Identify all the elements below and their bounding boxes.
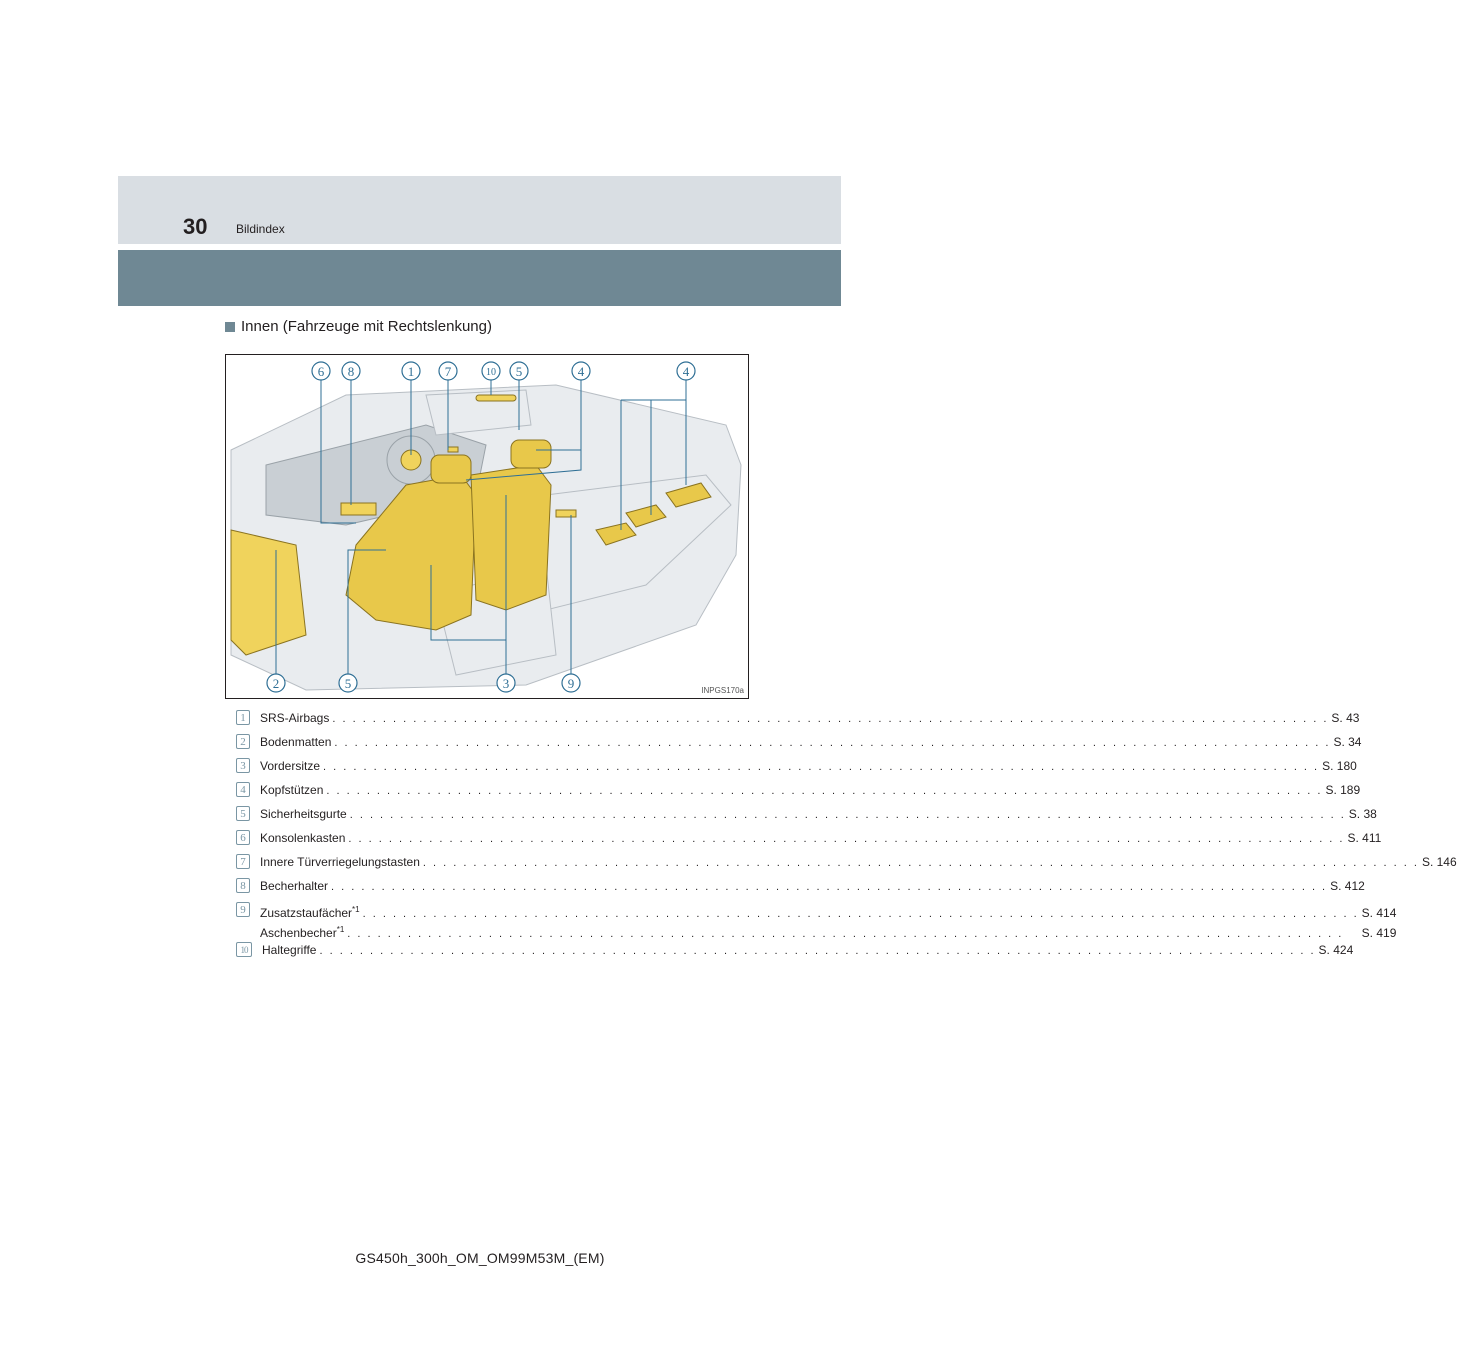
chapter-band [118, 250, 841, 306]
headrest-left [431, 455, 471, 483]
index-number: 4 [236, 782, 250, 797]
index-label: SRS-Airbags [260, 711, 330, 725]
callout-9: 9 [567, 676, 575, 691]
callouts-top [312, 362, 695, 380]
page-reference[interactable]: S. 38 [1348, 807, 1377, 821]
callout-2: 2 [272, 676, 280, 691]
footnote-marker: *1 [352, 905, 360, 914]
page-reference[interactable]: S. 43 [1331, 711, 1360, 725]
index-number: 2 [236, 734, 250, 749]
footer-doc-code: GS450h_300h_OM_OM99M53M_(EM) [355, 1250, 605, 1266]
page-reference[interactable]: S. 419 [1361, 926, 1397, 940]
subheading-text: Innen (Fahrzeuge mit Rechtslenkung) [241, 318, 492, 335]
index-row [236, 806, 1377, 830]
callout-7: 7 [444, 364, 452, 379]
floor-mat-highlight [231, 530, 306, 655]
index-label: Aschenbecher [260, 926, 337, 940]
callout-10: 10 [486, 367, 496, 378]
bullet-square-icon [225, 322, 235, 332]
index-row [236, 710, 1360, 734]
index-label: Kopfstützen [260, 783, 324, 797]
index-number: 9 [236, 902, 250, 917]
page-number: 30 [183, 214, 208, 239]
index-label: Innere Türverriegelungstasten [260, 855, 420, 869]
subheading [225, 318, 492, 335]
index-number: 1 [236, 710, 250, 725]
index-number: 6 [236, 830, 250, 845]
interior-illustration [225, 354, 749, 699]
callout-4-front: 4 [577, 364, 585, 379]
index-number: 3 [236, 758, 250, 773]
index-label: Konsolenkasten [260, 831, 346, 845]
front-seat-right [471, 465, 551, 610]
index-number: 5 [236, 806, 250, 821]
callout-4-rear: 4 [682, 364, 690, 379]
header-band [118, 176, 841, 244]
page-reference[interactable]: S. 412 [1330, 879, 1365, 893]
index-row [236, 878, 1365, 902]
figure-code: INPGS170a [701, 686, 744, 695]
index-row [236, 734, 1362, 758]
index-row [236, 902, 1397, 942]
callout-3: 3 [502, 676, 510, 691]
page-reference[interactable]: S. 189 [1325, 783, 1361, 797]
door-lock-highlight [448, 447, 458, 452]
aux-box-highlight [556, 510, 576, 517]
page-reference[interactable]: S. 34 [1333, 735, 1362, 749]
index-row [236, 942, 1354, 966]
index-row [236, 854, 1457, 878]
interior-drawing [226, 355, 748, 698]
page-reference[interactable]: S. 180 [1322, 759, 1357, 773]
callout-6: 6 [317, 364, 325, 379]
callout-5-bottom: 5 [344, 676, 352, 691]
headrest-right [511, 440, 551, 468]
index-label: Vordersitze [260, 759, 321, 773]
index-row [236, 830, 1382, 854]
page-reference[interactable]: S. 424 [1318, 943, 1354, 957]
page-reference[interactable]: S. 146 [1421, 855, 1457, 869]
index-label: Bodenmatten [260, 735, 332, 749]
page-reference[interactable]: S. 411 [1347, 831, 1382, 845]
console-box-highlight [341, 503, 376, 515]
section-title: Bildindex [236, 222, 285, 236]
index-row [236, 782, 1361, 806]
callout-5-top: 5 [515, 364, 523, 379]
index-row [236, 758, 1357, 782]
index-number: 10 [236, 942, 252, 957]
grab-handle-highlight [476, 395, 516, 401]
index-label: Zusatzstaufächer [260, 906, 353, 920]
index-label: Sicherheitsgurte [260, 807, 347, 821]
index-number: 8 [236, 878, 250, 893]
index-number: 7 [236, 854, 250, 869]
index-label: Becherhalter [260, 879, 329, 893]
index-label: Haltegriffe [262, 943, 317, 957]
footnote-marker: *1 [336, 925, 345, 934]
callout-1: 1 [407, 364, 415, 379]
index-list [236, 710, 1457, 966]
page-reference[interactable]: S. 414 [1361, 906, 1397, 920]
callout-8: 8 [347, 364, 355, 379]
